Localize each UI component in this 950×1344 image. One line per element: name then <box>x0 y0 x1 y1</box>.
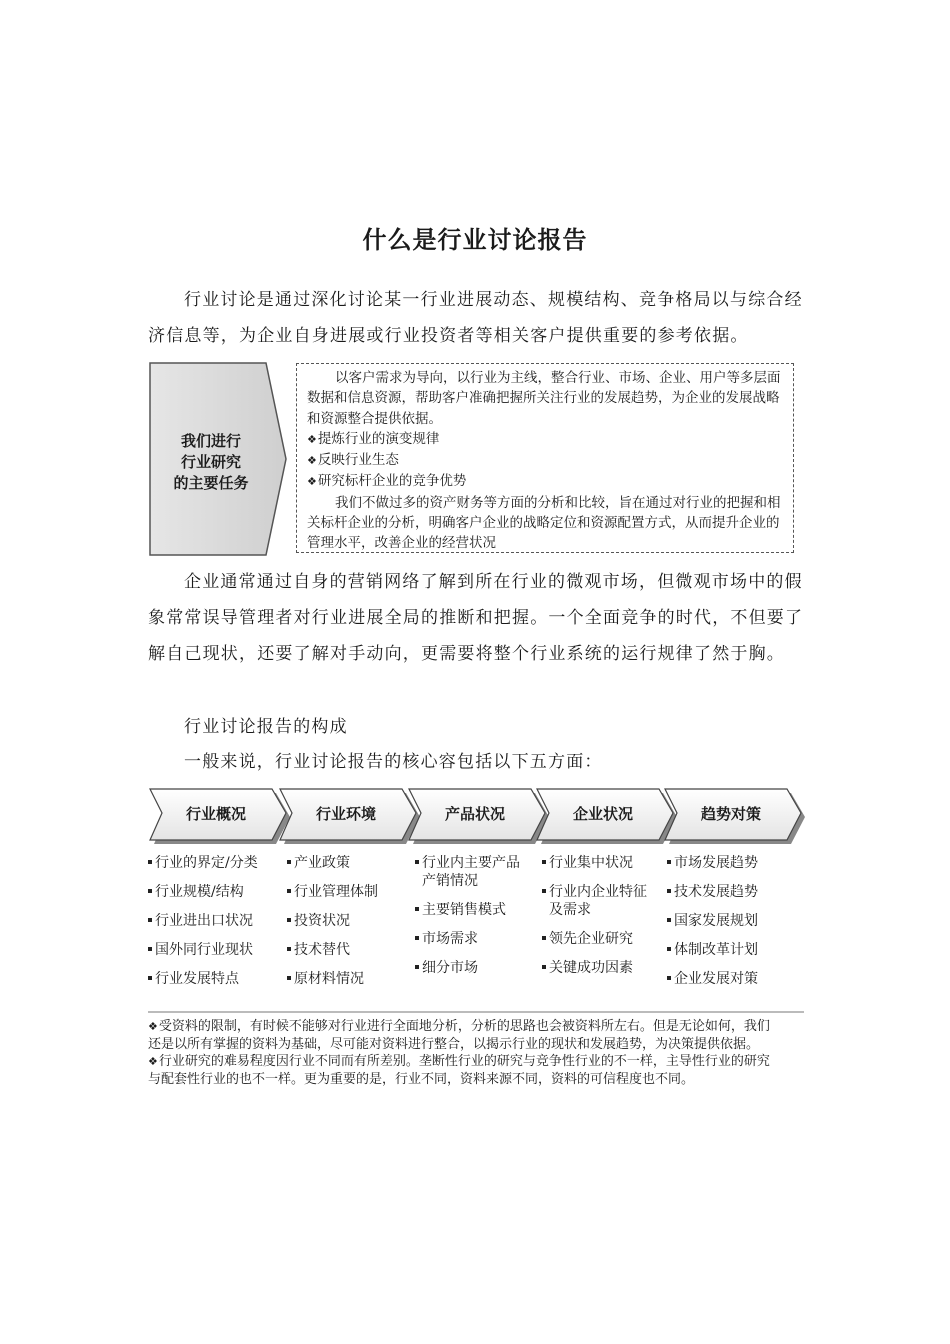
column-list-enterprise <box>542 854 658 988</box>
list-item: 投资状况 <box>287 912 411 930</box>
research-tasks-figure <box>148 361 800 557</box>
list-item: 行业的界定/分类 <box>148 854 282 872</box>
list-item: 体制改革计划 <box>667 941 803 959</box>
note-item: ❖ 受资料的限制，有时候不能够对行业进行全面地分析，分析的思路也会被资料所左右。但是无论如何，我们还是以所有掌握的资料为基础，尽可能对资料进行整合，以揭示行业的现状和发展趋势，为决策提供依据。 <box>148 1018 778 1053</box>
list-item: 产业政策 <box>287 854 411 872</box>
list-item: 技术发展趋势 <box>667 883 803 901</box>
note-item: ❖ 行业研究的难易程度因行业不同而有所差别。垄断性行业的研究与竞争性行业的不一样，主导性行业的研究与配套性行业的也不一样。更为重要的是，行业不同，资料来源不同，资料的可信程度也不同。 <box>148 1053 778 1088</box>
column-list-environment <box>287 854 411 999</box>
list-item: 行业发展特点 <box>148 970 282 988</box>
chevron-label: 行业概况 <box>185 805 246 823</box>
list-item: 领先企业研究 <box>542 930 658 948</box>
task-bullet: ❖ 反映行业生态 <box>307 450 783 471</box>
body-paragraph: 一般来说，行业讨论报告的核心容包括以下五方面： <box>184 752 603 772</box>
list-item: 行业规模/结构 <box>148 883 282 901</box>
column-list-overview <box>148 854 282 999</box>
body-paragraph: 企业通常通过自身的营销网络了解到所在行业的微观市场，但微观市场中的假象常常误导管理者对行业进展全局的推断和把握。一个全面竞争的时代，不但要了解自己现状，还要了解对手动向，更需要将整个行业系统的运行规律了然于胸。 <box>148 572 804 664</box>
task-description-box <box>296 363 794 553</box>
figure-notes <box>148 1018 778 1088</box>
task-outro-text: 我们不做过多的资产财务等方面的分析和比较，旨在通过对行业的把握和相关标杆企业的分析，明确客户企业的战略定位和资源配置方式，从而提升企业的管理水平，改善企业的经营状况 <box>307 494 781 552</box>
list-item: 国家发展规划 <box>667 912 803 930</box>
list-item: 行业集中状况 <box>542 854 658 872</box>
task-arrow-label <box>156 431 266 494</box>
task-intro-text: 以客户需求为导向，以行业为主线，整合行业、市场、企业、用户等多层面数据和信息资源，帮助客户准确把握所关注行业的发展趋势，为企业的发展战略和资源整合提供依据。 <box>307 370 781 427</box>
task-bullet: ❖ 研究标杆企业的竞争优势 <box>307 471 783 492</box>
list-item: 行业进出口状况 <box>148 912 282 930</box>
list-item: 关键成功因素 <box>542 959 658 977</box>
list-item: 市场发展趋势 <box>667 854 803 872</box>
list-item: 企业发展对策 <box>667 970 803 988</box>
task-bullet: ❖ 提炼行业的演变规律 <box>307 429 783 450</box>
chevron-label: 企业状况 <box>572 805 633 823</box>
section-heading: 行业讨论报告的构成 <box>184 717 348 737</box>
list-item: 行业内企业特征及需求 <box>542 883 658 919</box>
list-item: 原材料情况 <box>287 970 411 988</box>
chevron-label: 行业环境 <box>315 805 376 823</box>
list-item: 技术替代 <box>287 941 411 959</box>
list-item: 行业管理体制 <box>287 883 411 901</box>
column-list-product <box>415 854 531 988</box>
page-title: 什么是行业讨论报告 <box>362 226 588 254</box>
task-arrow-line: 我们进行 <box>180 432 241 450</box>
chevron-label: 趋势对策 <box>700 805 761 823</box>
list-item: 主要销售模式 <box>415 901 531 919</box>
task-arrow-line: 行业研究 <box>180 453 241 471</box>
column-list-trends <box>667 854 803 999</box>
list-item: 行业内主要产品产销情况 <box>415 854 531 890</box>
list-item: 市场需求 <box>415 930 531 948</box>
intro-paragraph: 行业讨论是通过深化讨论某一行业进展动态、规模结构、竞争格局以与综合经济信息等，为企业自身进展或行业投资者等相关客户提供重要的参考依据。 <box>148 290 803 346</box>
list-item: 细分市场 <box>415 959 531 977</box>
divider <box>148 1011 804 1013</box>
report-structure-figure <box>148 786 808 1146</box>
chevron-label: 产品状况 <box>444 805 505 823</box>
list-item: 国外同行业现状 <box>148 941 282 959</box>
task-arrow-line: 的主要任务 <box>173 474 249 492</box>
